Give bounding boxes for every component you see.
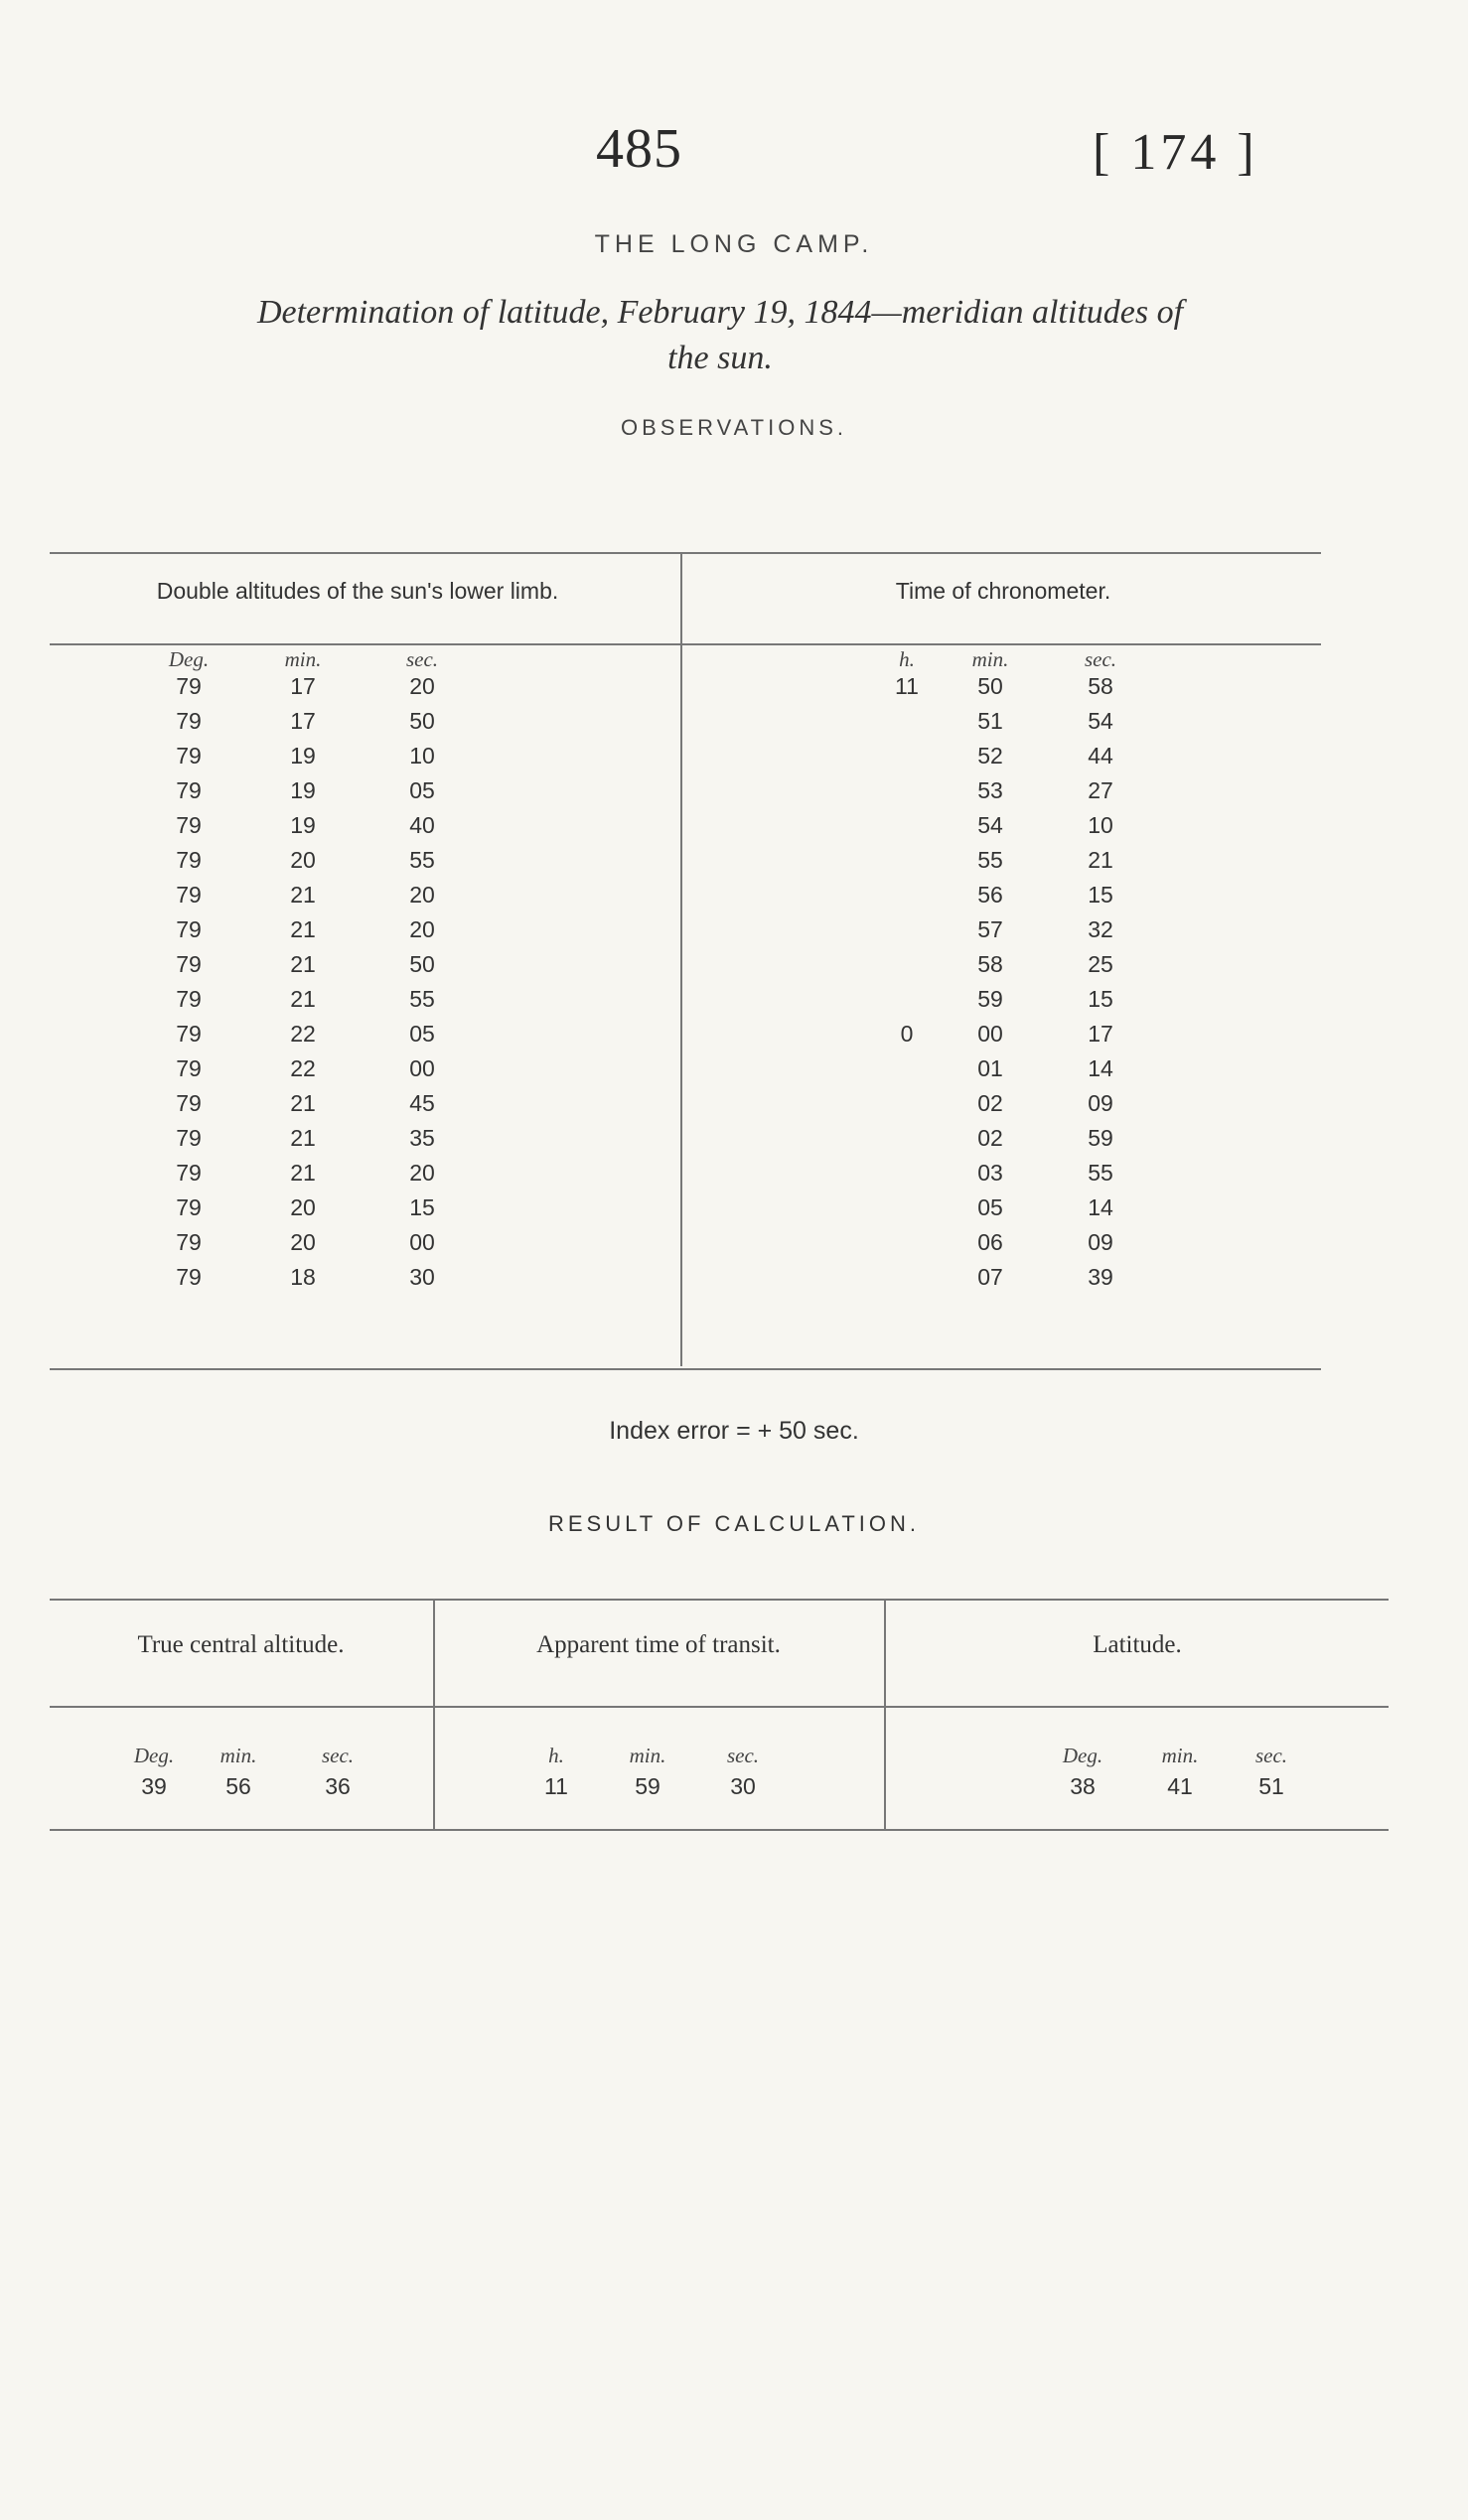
alt-min: 21 — [290, 1090, 316, 1116]
observation-row — [0, 986, 1468, 1016]
time-min: 55 — [977, 847, 1003, 873]
alt-sec: 00 — [409, 1055, 435, 1081]
observation-row — [0, 1090, 1468, 1120]
observations-heading: OBSERVATIONS. — [620, 415, 848, 440]
result-unit-hours: h. — [548, 1744, 564, 1767]
alt-deg: 79 — [176, 916, 202, 942]
alt-min: 20 — [290, 1229, 316, 1255]
unit-sec: sec. — [405, 647, 439, 671]
observation-row — [0, 951, 1468, 981]
page-heading — [50, 290, 1391, 381]
time-sec: 21 — [1088, 847, 1113, 873]
observation-row — [0, 1021, 1468, 1050]
time-min: 59 — [977, 986, 1003, 1012]
index-error: Index error = + 50 sec. — [609, 1417, 859, 1445]
alt-min: 21 — [290, 986, 316, 1012]
unit-hours: h. — [899, 647, 915, 671]
alt-deg: 79 — [176, 1229, 202, 1255]
alt-sec: 05 — [409, 777, 435, 803]
alt-sec: 00 — [409, 1229, 435, 1255]
latitude-header: Latitude. — [1093, 1631, 1182, 1658]
apparent-time-header: Apparent time of transit. — [536, 1631, 781, 1658]
alt-deg: 79 — [176, 1125, 202, 1151]
time-sec: 14 — [1088, 1194, 1113, 1220]
altitude-deg: 39 — [141, 1773, 167, 1799]
time-sec: 32 — [1088, 916, 1113, 942]
result-unit-sec: sec. — [321, 1744, 355, 1767]
time-sec: 17 — [1088, 1021, 1113, 1047]
time-sec: 54 — [1088, 708, 1113, 734]
alt-sec: 20 — [409, 916, 435, 942]
time-min: 03 — [977, 1160, 1003, 1186]
alt-deg: 79 — [176, 1194, 202, 1220]
unit-min: min. — [971, 647, 1009, 671]
alt-sec: 40 — [409, 812, 435, 838]
observation-row — [0, 847, 1468, 877]
header-rule — [50, 643, 1321, 645]
true-central-altitude-header: True central altitude. — [137, 1631, 345, 1658]
alt-min: 21 — [290, 882, 316, 908]
result-unit-sec: sec. — [726, 1744, 760, 1767]
result-unit-min: min. — [1161, 1744, 1199, 1767]
alt-sec: 55 — [409, 847, 435, 873]
alt-min: 20 — [290, 1194, 316, 1220]
result-bottom-rule — [50, 1829, 1389, 1831]
time-min: 57 — [977, 916, 1003, 942]
transit-sec: 30 — [730, 1773, 756, 1799]
alt-min: 21 — [290, 951, 316, 977]
transit-hours: 11 — [544, 1773, 568, 1799]
result-unit-min: min. — [220, 1744, 257, 1767]
altitude-column-header: Double altitudes of the sun's lower limb. — [156, 578, 559, 604]
time-sec: 14 — [1088, 1055, 1113, 1081]
unit-min: min. — [284, 647, 322, 671]
time-min: 02 — [977, 1125, 1003, 1151]
alt-deg: 79 — [176, 1160, 202, 1186]
result-divider-2 — [884, 1599, 886, 1829]
time-min: 58 — [977, 951, 1003, 977]
alt-sec: 55 — [409, 986, 435, 1012]
time-sec: 44 — [1088, 743, 1113, 769]
result-unit-deg: Deg. — [1062, 1744, 1103, 1767]
alt-min: 21 — [290, 1125, 316, 1151]
observation-row — [0, 1055, 1468, 1085]
time-sec: 15 — [1088, 986, 1113, 1012]
heading-line-2: the sun. — [667, 340, 773, 376]
alt-deg: 79 — [176, 1090, 202, 1116]
time-hours: 11 — [895, 673, 919, 699]
observation-row — [0, 1264, 1468, 1294]
observation-row — [0, 1229, 1468, 1259]
time-sec: 10 — [1088, 812, 1113, 838]
time-sec: 58 — [1088, 673, 1113, 699]
alt-min: 22 — [290, 1055, 316, 1081]
alt-sec: 20 — [409, 882, 435, 908]
observation-row — [0, 882, 1468, 911]
alt-deg: 79 — [176, 708, 202, 734]
alt-min: 17 — [290, 708, 316, 734]
observation-row — [0, 916, 1468, 946]
observation-row — [0, 743, 1468, 772]
table-bottom-rule — [50, 1368, 1321, 1370]
alt-deg: 79 — [176, 673, 202, 699]
time-sec: 15 — [1088, 882, 1113, 908]
alt-sec: 15 — [409, 1194, 435, 1220]
alt-deg: 79 — [176, 1264, 202, 1290]
observation-row — [0, 777, 1468, 807]
altitude-sec: 36 — [325, 1773, 351, 1799]
unit-deg: Deg. — [168, 647, 210, 671]
result-unit-sec: sec. — [1254, 1744, 1288, 1767]
time-sec: 59 — [1088, 1125, 1113, 1151]
unit-sec: sec. — [1084, 647, 1117, 671]
alt-min: 19 — [290, 743, 316, 769]
time-sec: 55 — [1088, 1160, 1113, 1186]
alt-min: 19 — [290, 777, 316, 803]
heading-line-1: Determination of latitude, February 19, 1844—meridian altitudes of — [256, 294, 1184, 331]
alt-sec: 50 — [409, 708, 435, 734]
running-title: THE LONG CAMP. — [594, 230, 874, 258]
time-sec: 27 — [1088, 777, 1113, 803]
alt-min: 18 — [290, 1264, 316, 1290]
time-min: 50 — [977, 673, 1003, 699]
time-min: 05 — [977, 1194, 1003, 1220]
time-min: 54 — [977, 812, 1003, 838]
time-min: 00 — [977, 1021, 1003, 1047]
page-number: 485 — [596, 118, 682, 180]
result-unit-deg: Deg. — [133, 1744, 175, 1767]
alt-deg: 79 — [176, 743, 202, 769]
observation-row — [0, 1194, 1468, 1224]
time-sec: 09 — [1088, 1090, 1113, 1116]
alt-min: 21 — [290, 1160, 316, 1186]
table-top-rule — [50, 552, 1321, 554]
observation-row — [0, 812, 1468, 842]
alt-deg: 79 — [176, 1021, 202, 1047]
alt-sec: 05 — [409, 1021, 435, 1047]
alt-deg: 79 — [176, 986, 202, 1012]
alt-deg: 79 — [176, 777, 202, 803]
time-min: 53 — [977, 777, 1003, 803]
alt-deg: 79 — [176, 882, 202, 908]
time-hours: 0 — [900, 1021, 914, 1047]
alt-sec: 35 — [409, 1125, 435, 1151]
observation-row — [0, 1160, 1468, 1190]
alt-min: 22 — [290, 1021, 316, 1047]
chronometer-column-header: Time of chronometer. — [895, 578, 1111, 604]
time-min: 06 — [977, 1229, 1003, 1255]
transit-min: 59 — [635, 1773, 661, 1799]
observation-row — [0, 673, 1468, 703]
latitude-deg: 38 — [1070, 1773, 1096, 1799]
time-min: 01 — [977, 1055, 1003, 1081]
time-sec: 25 — [1088, 951, 1113, 977]
alt-sec: 45 — [409, 1090, 435, 1116]
time-min: 07 — [977, 1264, 1003, 1290]
alt-sec: 20 — [409, 673, 435, 699]
alt-sec: 30 — [409, 1264, 435, 1290]
altitude-min: 56 — [225, 1773, 251, 1799]
alt-sec: 10 — [409, 743, 435, 769]
alt-deg: 79 — [176, 812, 202, 838]
result-top-rule — [50, 1599, 1389, 1601]
result-heading: RESULT OF CALCULATION. — [547, 1511, 921, 1536]
latitude-sec: 51 — [1258, 1773, 1284, 1799]
alt-sec: 20 — [409, 1160, 435, 1186]
result-divider-1 — [433, 1599, 435, 1829]
alt-deg: 79 — [176, 951, 202, 977]
observation-row — [0, 708, 1468, 738]
alt-deg: 79 — [176, 847, 202, 873]
time-min: 51 — [977, 708, 1003, 734]
alt-min: 20 — [290, 847, 316, 873]
time-min: 52 — [977, 743, 1003, 769]
result-unit-min: min. — [629, 1744, 666, 1767]
time-sec: 09 — [1088, 1229, 1113, 1255]
observation-row — [0, 1125, 1468, 1155]
latitude-min: 41 — [1167, 1773, 1193, 1799]
alt-min: 17 — [290, 673, 316, 699]
time-min: 56 — [977, 882, 1003, 908]
alt-min: 21 — [290, 916, 316, 942]
bracketed-page-number: [ 174 ] — [1093, 124, 1258, 181]
time-min: 02 — [977, 1090, 1003, 1116]
time-sec: 39 — [1088, 1264, 1113, 1290]
alt-min: 19 — [290, 812, 316, 838]
result-header-rule — [50, 1706, 1389, 1708]
alt-deg: 79 — [176, 1055, 202, 1081]
alt-sec: 50 — [409, 951, 435, 977]
